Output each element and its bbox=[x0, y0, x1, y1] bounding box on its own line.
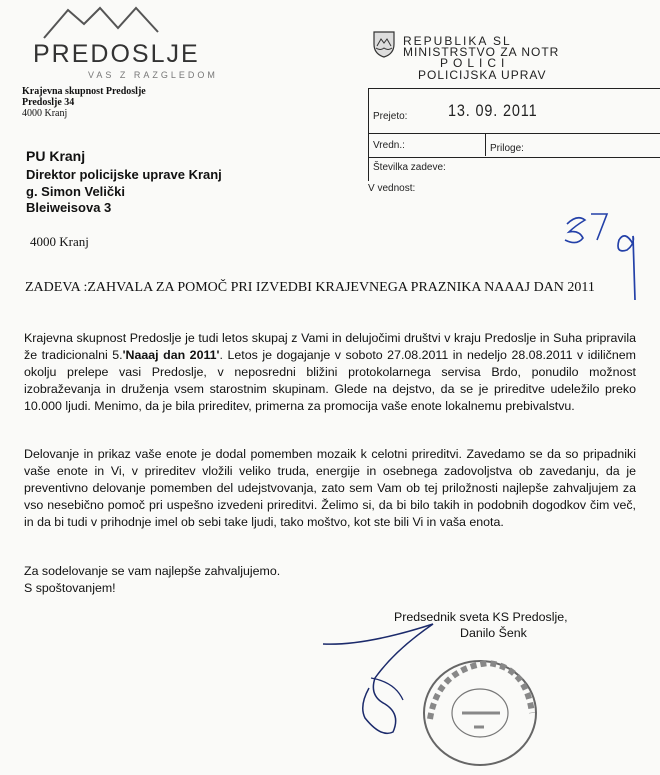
recipient-street: Bleiweisova 3 bbox=[26, 200, 112, 215]
paragraph-text: . Letos je dogajanje v soboto 27.08.2011 in nedeljo 28.08.2011 v idiličnem okolju prelepe vasi Predoslje, v neposredni bližini protokolarnega servisa Brdo, ponudilo možnost izobraževanja in druženja vsem starostnim skupinam. Glede na dejstvo, da se je prireditve udeležilo preko 10.000 ljudi. Menimo, da je bila prireditev, primerna za promocija vaše enote lokalnemu prebivalstvu. bbox=[24, 348, 636, 413]
body-paragraph-1 bbox=[24, 330, 636, 415]
closing-regards: S spoštovanjem! bbox=[24, 581, 116, 595]
received-label: Prejeto: bbox=[373, 111, 408, 122]
sender-city: 4000 Kranj bbox=[22, 108, 68, 119]
receipt-column-divider bbox=[485, 134, 486, 156]
recipient-city: 4000 Kranj bbox=[30, 234, 89, 249]
received-date: 13. 09. 2011 bbox=[448, 101, 538, 120]
stamp-police: POLICI bbox=[440, 56, 510, 70]
recipient-name: g. Simon Velički bbox=[26, 184, 125, 199]
recipient-unit: PU Kranj bbox=[26, 148, 86, 164]
receipt-divider bbox=[368, 133, 660, 134]
round-stamp-icon bbox=[418, 655, 542, 770]
closing-thanks: Za sodelovanje se vam najlepše zahvaljujemo. bbox=[24, 564, 281, 578]
attachments-label: Priloge: bbox=[490, 143, 524, 154]
ref-label: Vredn.: bbox=[373, 140, 405, 151]
letterhead-name: PREDOSLJE bbox=[33, 40, 200, 68]
stamp-ministry: MINISTRSTVO ZA NOTR bbox=[403, 45, 560, 59]
case-number-label: Številka zadeve: bbox=[373, 162, 446, 173]
recipient-title: Direktor policijske uprave Kranj bbox=[26, 167, 222, 182]
cc-label: V vednost: bbox=[368, 183, 416, 194]
signatory-title: Predsednik sveta KS Predoslje, bbox=[394, 610, 568, 624]
letterhead-tagline: VAS Z RAZGLEDOM bbox=[88, 70, 218, 80]
body-paragraph-2: Delovanje in prikaz vaše enote je dodal pomemben mozaik k celotni prireditvi. Zavedamo se da so pripadniki vaše enote in Vi, v prireditev vložili veliko truda, energije in osebnega zadovoljstva ob zavedanju, da je preventivno delovanje pomemben del udejstvovanja, zato sem Vam ob tej priložnosti najlepše zahvaljujem za vso nesebično pomoč pri uspešno izvedeni prireditvi. Želimo si, da bi bilo takih in podobnih dogodkov čim več, in da bi tudi v prihodnje imel ob sebi take ljudi, tako moštvo, kot ste bili Vi in vaša enota. bbox=[24, 447, 636, 529]
sender-org: Krajevna skupnost Predoslje bbox=[22, 86, 146, 97]
stamp-republic: REPUBLIKA SL bbox=[403, 34, 512, 48]
coat-of-arms-icon bbox=[372, 30, 396, 58]
paragraph-text: Krajevna skupnost Predoslje je tudi letos skupaj z Vami in delujočimi društvi v kraju Predoslje in Suha pripravila že tradicionalni 5. bbox=[24, 331, 636, 362]
subject-line: ZADEVA :ZAHVALA ZA POMOČ PRI IZVEDBI KRAJEVNEGA PRAZNIKA NAAAJ DAN 2011 bbox=[25, 280, 595, 295]
signatory-name: Danilo Šenk bbox=[460, 626, 527, 640]
stamp-police-admin: POLICIJSKA UPRAV bbox=[418, 68, 547, 82]
event-name: 'Naaaj dan 2011' bbox=[122, 348, 220, 362]
sender-address: Predoslje 34 bbox=[22, 97, 75, 108]
receipt-divider bbox=[368, 157, 660, 158]
